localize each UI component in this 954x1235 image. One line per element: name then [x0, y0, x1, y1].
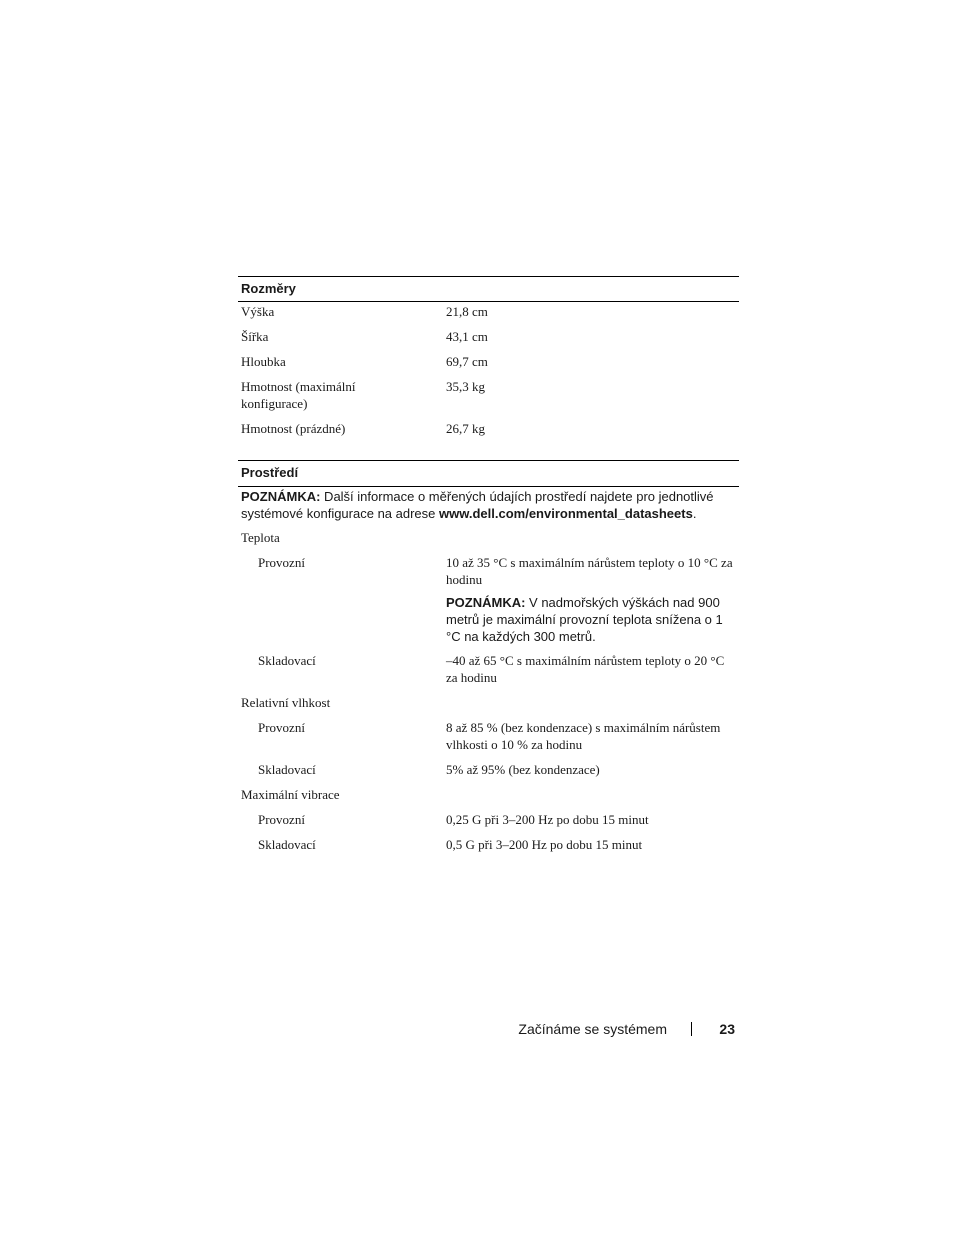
- spec-label: Skladovací: [258, 762, 316, 777]
- environment-note: [241, 488, 739, 522]
- spec-label: Skladovací: [258, 837, 316, 852]
- footer-separator: [691, 1022, 692, 1036]
- spec-value: 0,25 G při 3–200 Hz po dobu 15 minut: [446, 812, 649, 827]
- humidity-label: Relativní vlhkost: [241, 695, 331, 710]
- spec-label: Skladovací: [258, 653, 316, 668]
- spec-label: Hloubka: [241, 354, 286, 369]
- spec-label: Výška: [241, 304, 275, 319]
- spec-value: 26,7 kg: [446, 421, 485, 436]
- spec-label: Šířka: [241, 329, 269, 344]
- note-label: POZNÁMKA:: [241, 489, 321, 504]
- spec-value: 35,3 kg: [446, 379, 485, 394]
- spec-value: 69,7 cm: [446, 354, 488, 369]
- note-label: POZNÁMKA:: [446, 595, 526, 610]
- note-text: V nadmořských výškách nad 900 metrů je maximální provozní teplota snížena o 1 °C na každých 300 metrů.: [446, 595, 723, 644]
- temperature-label: Teplota: [241, 530, 280, 545]
- environment-heading: Prostředí: [238, 460, 739, 487]
- spec-label: Provozní: [258, 555, 305, 570]
- spec-value: 43,1 cm: [446, 329, 488, 344]
- spec-value: –40 až 65 °C s maximálním nárůstem teploty o 20 °C za hodinu: [446, 653, 725, 685]
- footer-title: Začínáme se systémem: [518, 1021, 667, 1037]
- spec-label: Hmotnost (maximální konfigurace): [241, 379, 356, 411]
- dimensions-heading: Rozměry: [238, 276, 739, 302]
- note-text: Další informace o měřených údajích prostředí najdete pro jednotlivé systémové konfigurace na adrese: [241, 489, 714, 521]
- spec-value: 21,8 cm: [446, 304, 488, 319]
- spec-value: 0,5 G při 3–200 Hz po dobu 15 minut: [446, 837, 643, 852]
- spec-label: Hmotnost (prázdné): [241, 421, 346, 436]
- page-footer: [500, 1020, 735, 1040]
- vibration-label: Maximální vibrace: [241, 787, 340, 802]
- spec-value: 8 až 85 % (bez kondenzace) s maximálním nárůstem vlhkosti o 10 % za hodinu: [446, 720, 721, 752]
- note-end: .: [692, 506, 697, 521]
- temperature-note: [446, 594, 739, 645]
- spec-label: Provozní: [258, 812, 305, 827]
- spec-label: Provozní: [258, 720, 305, 735]
- spec-value: 5% až 95% (bez kondenzace): [446, 762, 600, 777]
- page-number: 23: [719, 1021, 735, 1037]
- datasheets-link: www.dell.com/environmental_datasheets: [439, 506, 693, 521]
- spec-value: 10 až 35 °C s maximálním nárůstem teploty o 10 °C za hodinu: [446, 555, 733, 587]
